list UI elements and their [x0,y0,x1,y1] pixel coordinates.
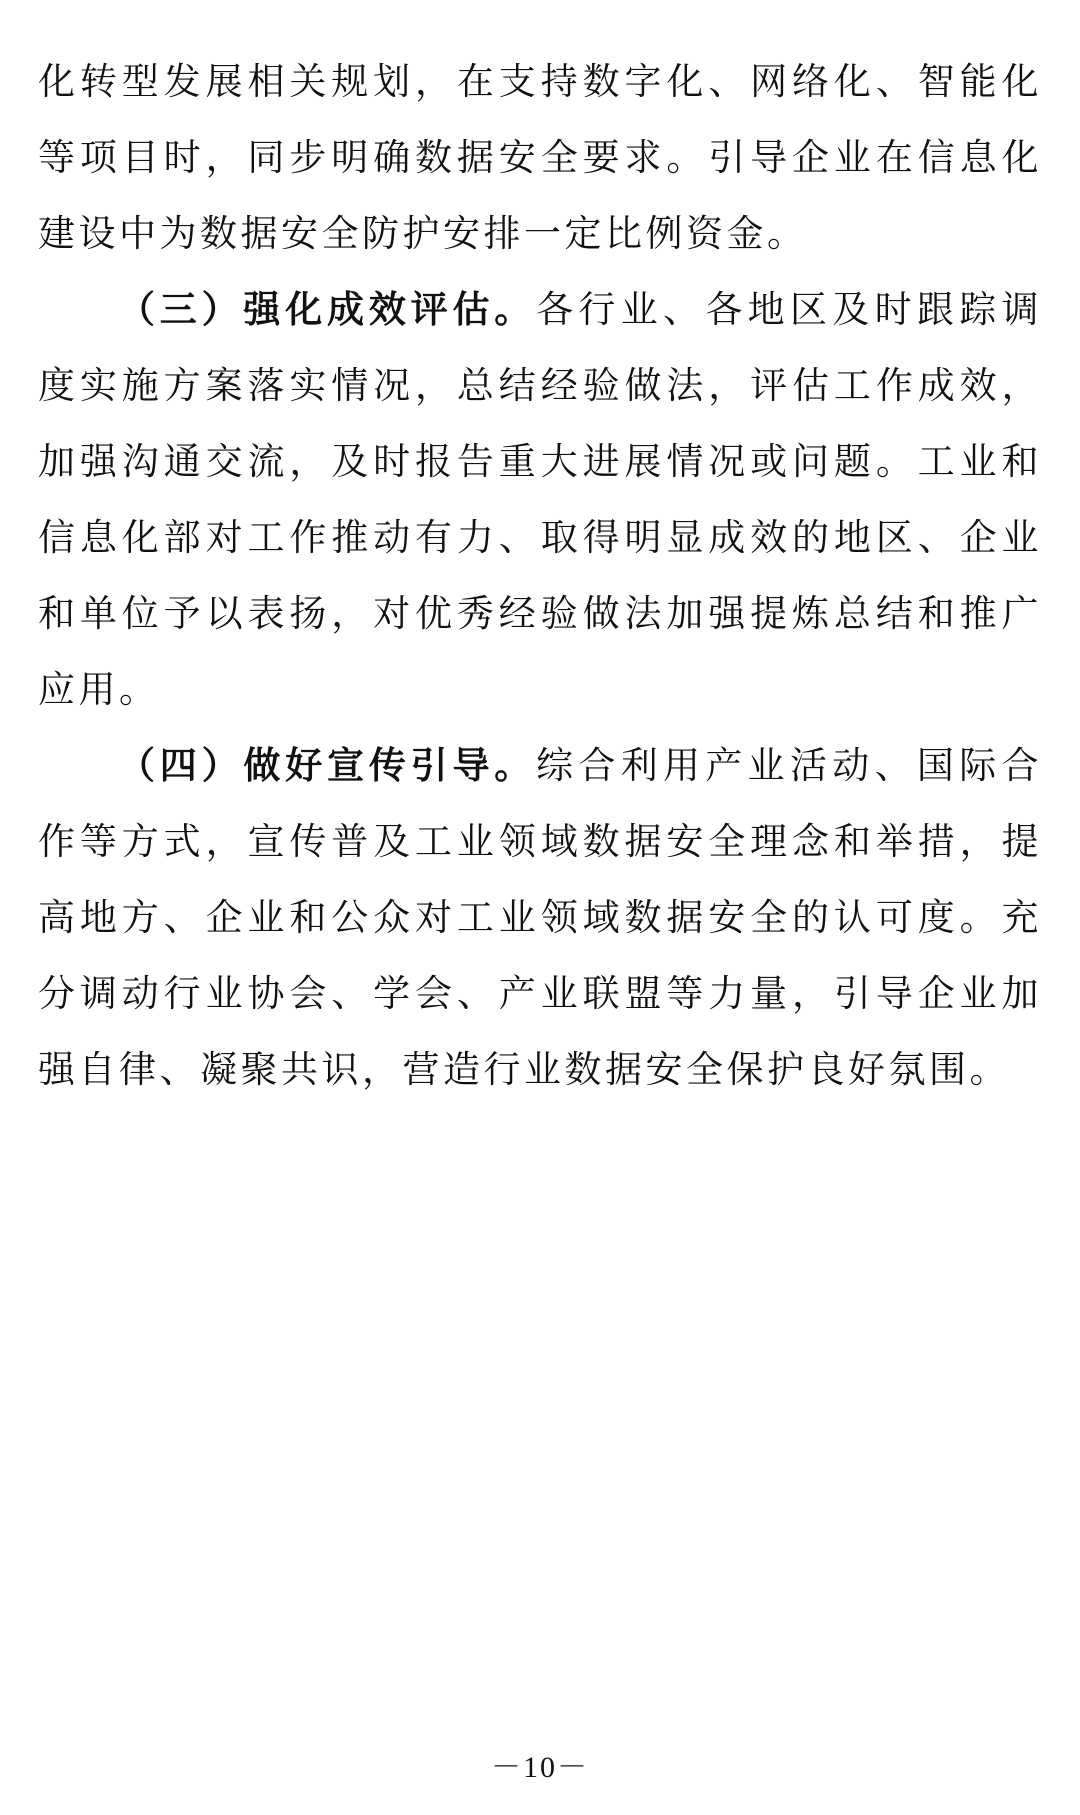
body-text [38,44,1042,1108]
page-number: －10－ [491,1751,589,1784]
paragraph-section-3 [38,272,1042,728]
paragraph-body: 化转型发展相关规划，在支持数字化、网络化、智能化等项目时，同步明确数据安全要求。引导企业在信息化建设中为数据安全防护安排一定比例资金。 [38,60,1042,255]
paragraph-body: 各行业、各地区及时跟踪调度实施方案落实情况，总结经验做法，评估工作成效，加强沟通交流，及时报告重大进展情况或问题。工业和信息化部对工作推动有力、取得明显成效的地区、企业和单位予以表扬，对优秀经验做法加强提炼总结和推广应用。 [38,288,1043,711]
paragraph-continued [38,44,1042,272]
section-heading: （三）强化成效评估。 [118,288,537,331]
paragraph-body: 综合利用产业活动、国际合作等方式，宣传普及工业领域数据安全理念和举措，提高地方、企业和公众对工业领域数据安全的认可度。充分调动行业协会、学会、产业联盟等力量，引导企业加强自律、凝聚共识，营造行业数据安全保护良好氛围。 [38,744,1043,1091]
paragraph-section-4 [38,728,1042,1108]
section-heading: （四）做好宣传引导。 [118,744,537,787]
